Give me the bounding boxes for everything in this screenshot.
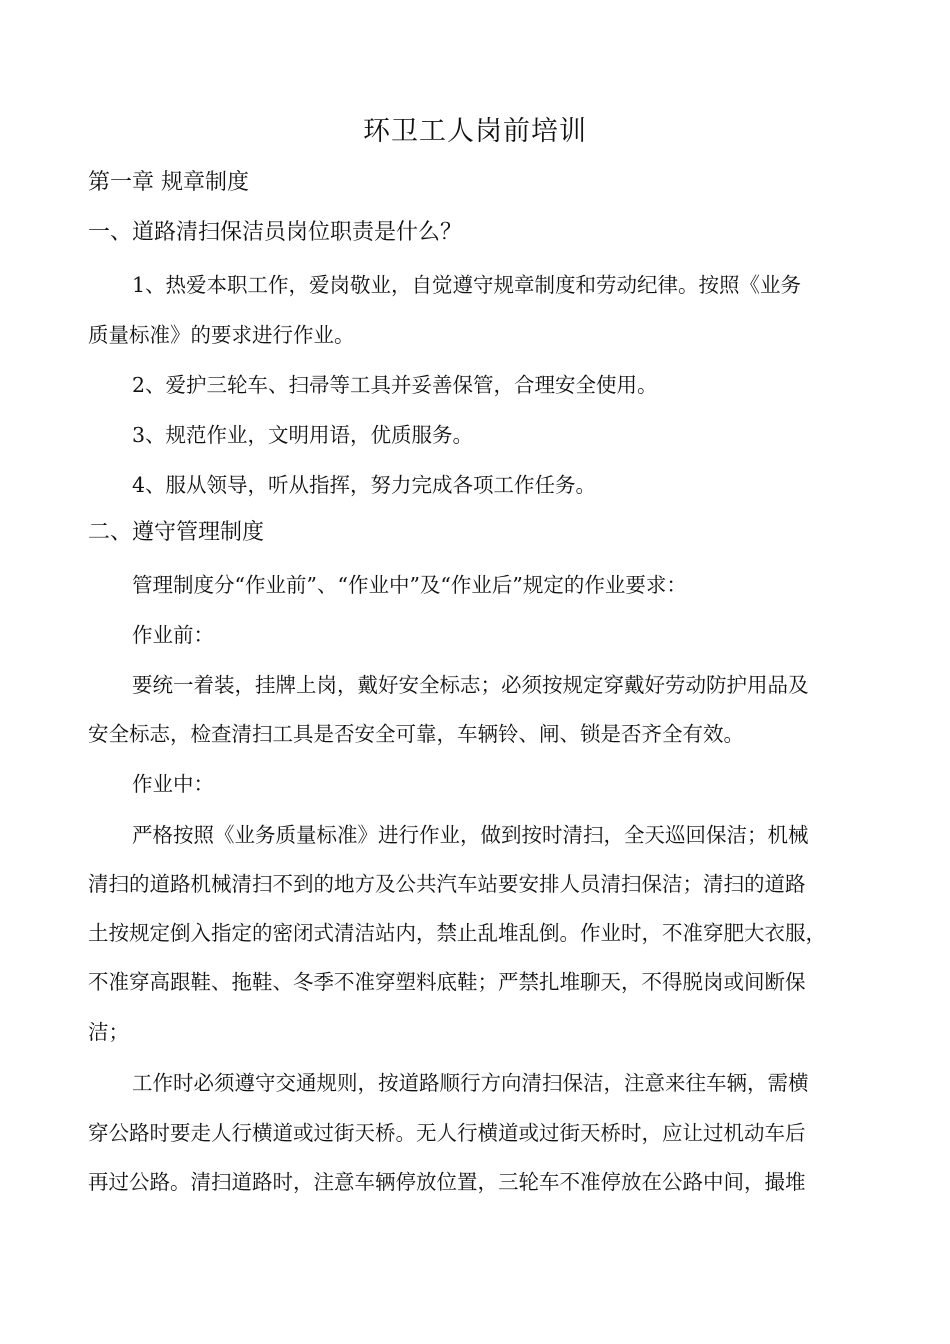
section1-item3: 3、规范作业，文明用语，优质服务。 (132, 423, 474, 447)
during-work-p1-line4: 不准穿高跟鞋、拖鞋、冬季不准穿塑料底鞋；严禁扎堆聊天，不得脱岗或间断保 (88, 970, 806, 994)
section1-item4: 4、服从领导，听从指挥，努力完成各项工作任务。 (132, 473, 597, 497)
section2-heading: 二、遵守管理制度 (88, 520, 265, 545)
section2-intro: 管理制度分“作业前”、“作业中”及“作业后”规定的作业要求： (132, 573, 687, 597)
document-title: 环卫工人岗前培训 (363, 116, 587, 147)
section1-item2: 2、爱护三轮车、扫帚等工具并妥善保管，合理安全使用。 (132, 373, 658, 397)
section1-item1-line1: 1、热爱本职工作，爱岗敬业，自觉遵守规章制度和劳动纪律。按照《业务 (132, 273, 802, 297)
before-work-label: 作业前： (132, 623, 214, 647)
during-work-p1-line2: 清扫的道路机械清扫不到的地方及公共汽车站要安排人员清扫保洁；清扫的道路 (88, 872, 806, 896)
chapter-heading: 第一章 规章制度 (88, 170, 249, 195)
during-work-p2-line1: 工作时必须遵守交通规则，按道路顺行方向清扫保洁，注意来往车辆，需横 (132, 1071, 809, 1095)
section1-item1-line2: 质量标准》的要求进行作业。 (88, 323, 355, 347)
during-work-p2-line3: 再过公路。清扫道路时，注意车辆停放位置，三轮车不准停放在公路中间，撮堆 (88, 1170, 806, 1194)
section1-heading: 一、道路清扫保洁员岗位职责是什么？ (88, 220, 463, 245)
during-work-p1-line3: 土按规定倒入指定的密闭式清洁站内，禁止乱堆乱倒。作业时，不准穿肥大衣服， (88, 921, 826, 945)
before-work-line2: 安全标志，检查清扫工具是否安全可靠，车辆铃、闸、锁是否齐全有效。 (88, 722, 744, 746)
during-work-label: 作业中： (132, 772, 214, 796)
during-work-p1-line5: 洁； (88, 1020, 129, 1044)
before-work-line1: 要统一着装，挂牌上岗，戴好安全标志；必须按规定穿戴好劳动防护用品及 (132, 673, 809, 697)
during-work-p1-line1: 严格按照《业务质量标准》进行作业，做到按时清扫，全天巡回保洁；机械 (132, 823, 809, 847)
during-work-p2-line2: 穿公路时要走人行横道或过街天桥。无人行横道或过街天桥时，应让过机动车后 (88, 1121, 806, 1145)
